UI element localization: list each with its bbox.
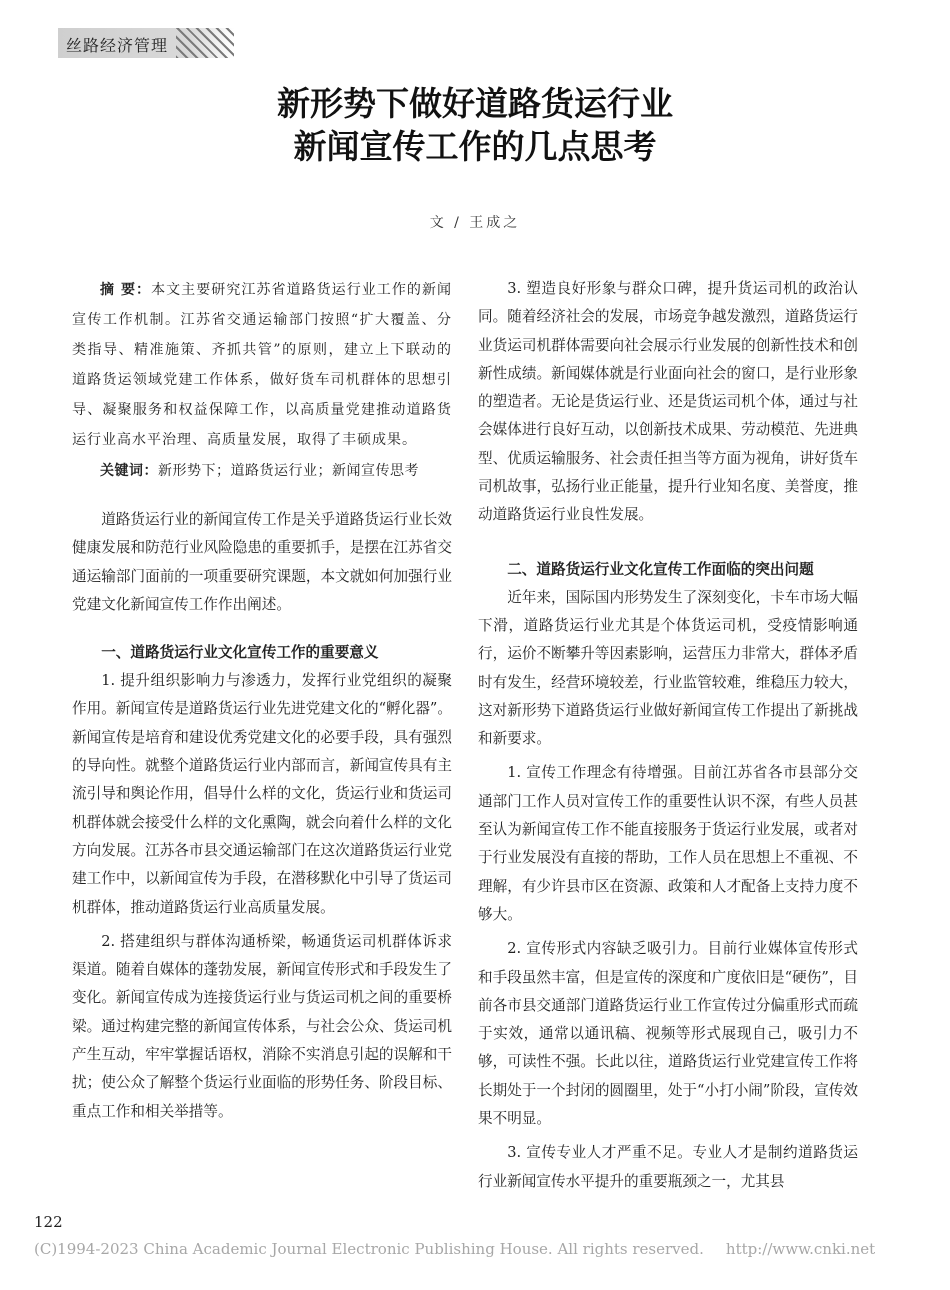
section-1-heading: 一、道路货运行业文化宣传工作的重要意义: [101, 644, 379, 662]
title-line-1: 新形势下做好道路货运行业: [277, 84, 673, 123]
copyright-text: (C)1994-2023 China Academic Journal Electronic Publishing House. All rights reserved.: [34, 1240, 704, 1258]
page-number: 122: [34, 1213, 63, 1231]
abstract-text: 本文主要研究江苏省道路货运行业工作的新闻宣传工作机制。江苏省交通运输部门按照“扩大覆盖、分类指导、精准施策、齐抓共管”的原则，建立上下联动的道路货运领域党建工作体系，做好货车司机群体的思想引导、凝聚服务和权益保障工作，以高质量党建推动道路货运行业高水平治理、高质量发展，取得了丰硕成果。: [72, 282, 453, 448]
article-author: 文 / 王成之: [429, 215, 521, 231]
copyright-footer: [34, 1240, 875, 1258]
abstract-label: 摘 要：: [100, 282, 152, 298]
right-column: [478, 275, 858, 1196]
abstract: [72, 275, 452, 455]
intro-paragraph: 道路货运行业的新闻宣传工作是关乎道路货运行业长效健康发展和防范行业风险隐患的重要抓手，是摆在江苏省交通运输部门面前的一项重要研究课题，本文就如何加强行业党建文化新闻宣传工作作出阐述。: [72, 511, 452, 613]
article-title: [0, 82, 950, 168]
paragraph-7: 3. 宣传专业人才严重不足。专业人才是制约道路货运行业新闻宣传水平提升的重要瓶颈之一，尤其县: [478, 1144, 858, 1190]
section-2-heading: 二、道路货运行业文化宣传工作面临的突出问题: [507, 560, 814, 578]
left-column: [72, 275, 452, 1126]
keywords-label: 关键词：: [100, 463, 158, 479]
cnki-link[interactable]: http://www.cnki.net: [725, 1240, 876, 1258]
keywords-text: 新形势下；道路货运行业；新闻宣传思考: [158, 463, 419, 479]
keywords: [72, 456, 452, 486]
section-header-tag: [58, 28, 234, 58]
paragraph-2: 2. 搭建组织与群体沟通桥梁，畅通货运司机群体诉求渠道。随着自媒体的蓬勃发展，新闻宣传形式和手段发生了变化。新闻宣传成为连接货运行业与货运司机之间的重要桥梁。通过构建完整的新闻宣传体系，与社会公众、货运司机产生互动，牢牢掌握话语权，消除不实消息引起的误解和干扰；使公众了解整个货运行业面临的形势任务、阶段目标、重点工作和相关举措等。: [72, 932, 452, 1120]
paragraph-3: 3. 塑造良好形象与群众口碑，提升货运司机的政治认同。随着经济社会的发展，市场竞争越发激烈，道路货运行业货运司机群体需要向社会展示行业发展的创新性技术和创新性成绩。新闻媒体就是行业面向社会的窗口，是行业形象的塑造者。无论是货运行业、还是货运司机个体，通过与社会媒体进行良好互动，以创新技术成果、劳动模范、先进典型、优质运输服务、社会责任担当等方面为视角，讲好货车司机故事，弘扬行业正能量，提升行业知名度、美誉度，推动道路货运行业良性发展。: [478, 280, 858, 524]
decorative-stripes: [176, 28, 234, 58]
paragraph-1: 1. 提升组织影响力与渗透力，发挥行业党组织的凝聚作用。新闻宣传是道路货运行业先进党建文化的“孵化器”。新闻宣传是培育和建设优秀党建文化的必要手段，具有强烈的导向性。就整个道路货运行业内部而言，新闻宣传具有主流引导和舆论作用，倡导什么样的文化，货运行业和货运司机群体就会接受什么样的文化熏陶，就会向着什么样的文化方向发展。江苏各市县交通运输部门在这次道路货运行业党建工作中，以新闻宣传为手段，在潜移默化中引导了货运司机群体，推动道路货运行业高质量发展。: [72, 672, 452, 916]
section-label: 丝路经济管理: [66, 36, 169, 55]
title-line-2: 新闻宣传工作的几点思考: [293, 127, 657, 166]
paragraph-6: 2. 宣传形式内容缺乏吸引力。目前行业媒体宣传形式和手段虽然丰富，但是宣传的深度和广度依旧是“硬伤”，目前各市县交通部门道路货运行业工作宣传过分偏重形式而疏于实效，通常以通讯稿、视频等形式展现自己，吸引力不够，可读性不强。长此以往，道路货运行业党建宣传工作将长期处于一个封闭的圆圈里，处于“小打小闹”阶段，宣传效果不明显。: [478, 940, 858, 1128]
paragraph-4: 近年来，国际国内形势发生了深刻变化，卡车市场大幅下滑，道路货运行业尤其是个体货运司机，受疫情影响通行，运价不断攀升等因素影响，运营压力非常大，群体矛盾时有发生，经营环境较差，行业监管较难，维稳压力较大，这对新形势下道路货运行业做好新闻宣传工作提出了新挑战和新要求。: [478, 588, 858, 748]
paragraph-5: 1. 宣传工作理念有待增强。目前江苏省各市县部分交通部门工作人员对宣传工作的重要性认识不深，有些人员甚至认为新闻宣传工作不能直接服务于货运行业发展，或者对于行业发展没有直接的帮助，工作人员在思想上不重视、不理解，有少许县市区在资源、政策和人才配备上支持力度不够大。: [478, 764, 858, 923]
